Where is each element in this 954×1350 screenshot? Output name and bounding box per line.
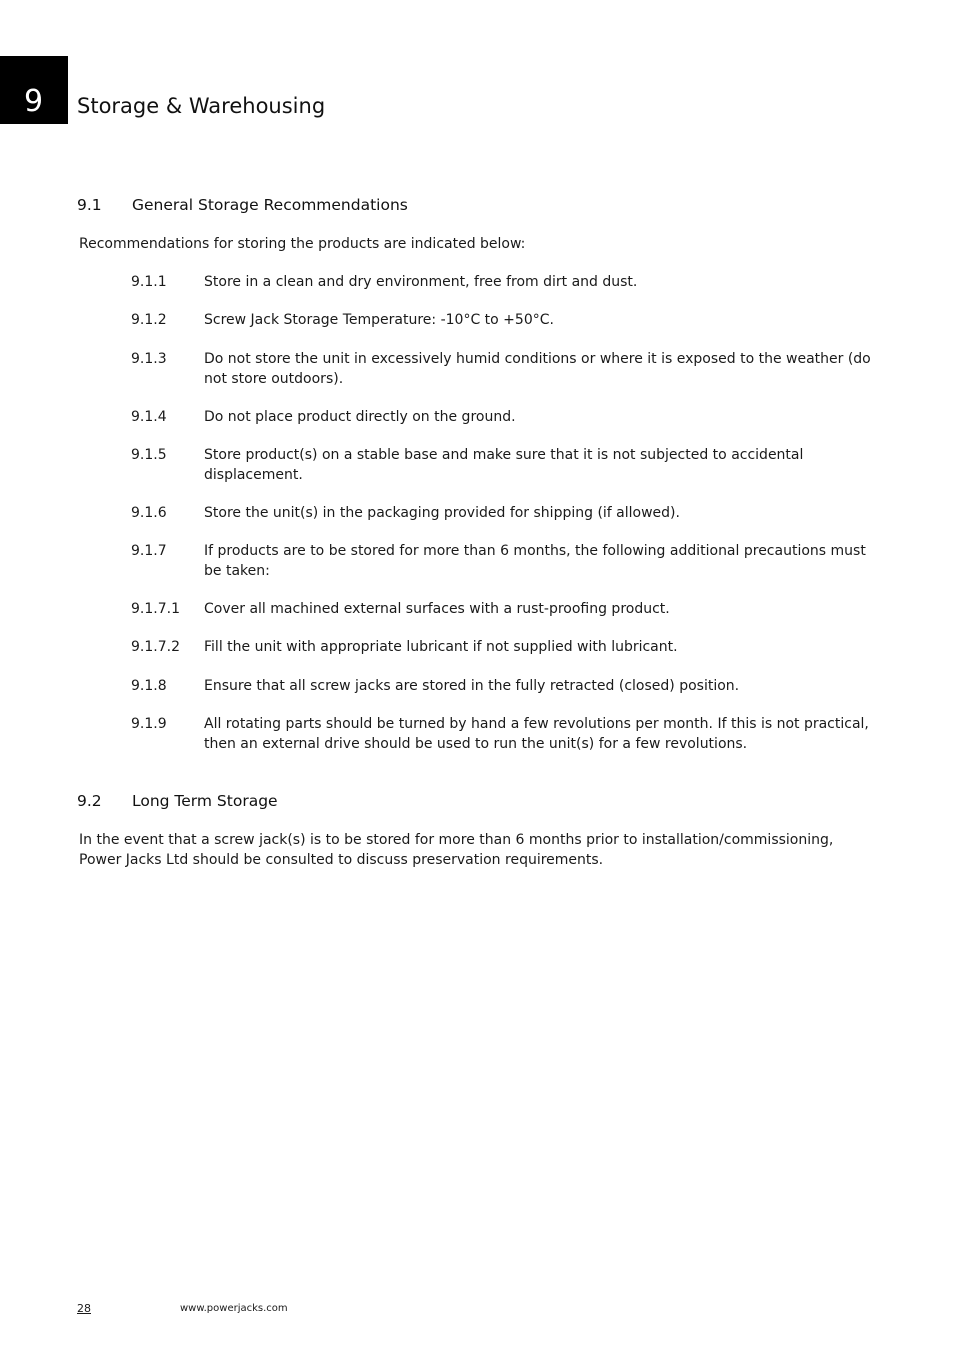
item-number: 9.1.8 [131,678,167,694]
item-text: Store product(s) on a stable base and make sure that it is not subjected to accidental displacement. [204,447,804,483]
item-text: Store the unit(s) in the packaging provided for shipping (if allowed). [204,505,680,521]
chapter-number: 9 [24,84,44,119]
item-number: 9.1.1 [131,274,167,290]
page-number: 28 [77,1302,91,1315]
item-text: Fill the unit with appropriate lubricant if not supplied with lubricant. [204,639,678,655]
list-item [131,677,876,697]
item-text: Cover all machined external surfaces with a rust-proofing product. [204,601,670,617]
item-number: 9.1.6 [131,505,167,521]
list-item [131,542,876,581]
list-item [131,273,876,293]
item-text: Screw Jack Storage Temperature: -10°C to +50°C. [204,312,554,328]
list-item [131,715,876,754]
section-number: 9.2 [77,792,102,810]
item-text: Do not place product directly on the ground. [204,409,516,425]
item-text: Store in a clean and dry environment, free from dirt and dust. [204,274,638,290]
list-item [131,408,876,428]
item-number: 9.1.2 [131,312,167,328]
list-item [131,638,876,658]
item-number: 9.1.7.2 [131,639,180,655]
item-number: 9.1.5 [131,447,167,463]
list-item [131,350,876,389]
item-number: 9.1.7.1 [131,601,180,617]
chapter-title: Storage & Warehousing [77,94,326,118]
list-item [131,446,876,485]
item-number: 9.1.9 [131,716,167,732]
list-item [131,504,876,524]
item-number: 9.1.7 [131,543,167,559]
item-text: If products are to be stored for more than 6 months, the following additional precautions must be taken: [204,543,866,579]
website-url: www.powerjacks.com [180,1303,288,1314]
item-text: Ensure that all screw jacks are stored in the fully retracted (closed) position. [204,678,740,694]
item-text: All rotating parts should be turned by hand a few revolutions per month. If this is not practical, then an external drive should be used to run the unit(s) for a few revolutions. [204,716,869,752]
list-item [131,311,876,331]
list-item [131,600,876,620]
section-intro: Recommendations for storing the products are indicated below: [79,236,526,252]
section-title: General Storage Recommendations [132,196,408,214]
section-body: In the event that a screw jack(s) is to be stored for more than 6 months prior to installation/commissioning, Power Jacks Ltd should be consulted to discuss preservation requirements. [79,832,834,868]
section-number: 9.1 [77,196,102,214]
section-heading-9-2 [77,791,278,811]
item-number: 9.1.3 [131,351,167,367]
section-title: Long Term Storage [132,792,278,810]
chapter-number-badge [0,56,68,124]
item-text: Do not store the unit in excessively humid conditions or where it is exposed to the weather (do not store outdoors). [204,351,871,387]
section-heading-9-1 [77,195,408,215]
item-number: 9.1.4 [131,409,167,425]
